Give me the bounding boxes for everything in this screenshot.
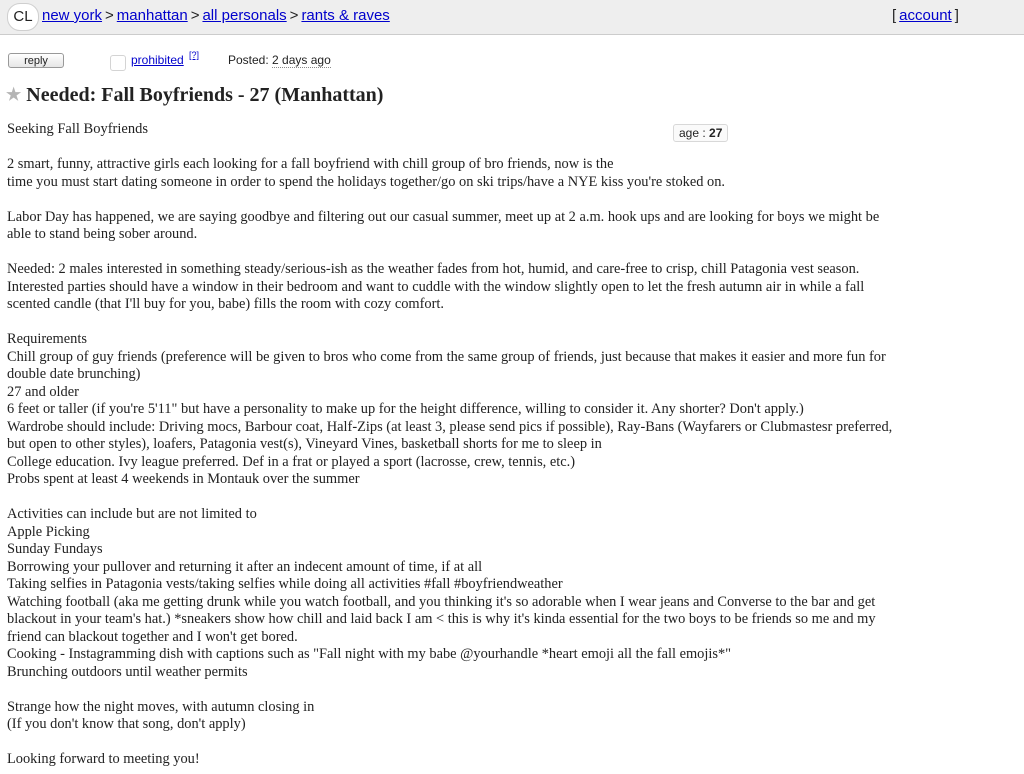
body-line: 27 and older xyxy=(7,383,79,400)
body-line: Apple Picking xyxy=(7,523,90,540)
body-line: (If you don't know that song, don't apply) xyxy=(7,716,246,732)
breadcrumb-all-personals[interactable]: all personals xyxy=(202,7,287,24)
body-line: Borrowing your pullover and returning it after an indecent amount of time, if at all xyxy=(7,558,483,575)
body-line: Probs spent at least 4 weekends in Montauk over the summer xyxy=(7,471,360,487)
posted-label: Posted: xyxy=(228,53,269,67)
body-line: Wardrobe should include: Driving mocs, Barbour coat, Half-Zips (at least 3, please send pics if possible), Ray-Bans (Wayfarers or Clubmastesr preferred, xyxy=(7,418,893,435)
body-line: Taking selfies in Patagonia vests/taking selfies while doing all activities #fall #boyfriendweather xyxy=(7,576,563,592)
body-line: Interested parties should have a window in their bedroom and want to cuddle with the window slightly open to let the fresh autumn air in while a fall xyxy=(7,278,865,295)
body-line: Requirements xyxy=(7,331,87,347)
age-value: 27 xyxy=(709,126,723,140)
bracket-open: [ xyxy=(892,7,897,24)
paragraph-break xyxy=(7,681,957,699)
body-line: friend can blackout together and I won't get bored. xyxy=(7,628,298,645)
bracket-close: ] xyxy=(954,7,959,24)
paragraph-break xyxy=(7,734,957,752)
breadcrumb-rants-raves[interactable]: rants & raves xyxy=(301,7,390,24)
paragraph-break xyxy=(7,314,957,332)
body-line: Labor Day has happened, we are saying goodbye and filtering out our casual summer, meet up at 2 a.m. hook ups and are looking for boys we might be xyxy=(7,208,880,225)
breadcrumb xyxy=(42,7,390,24)
post-subtitle: Seeking Fall Boyfriends xyxy=(7,121,148,137)
body-line: but open to other styles), loafers, Patagonia vest(s), Vineyard Vines, basketball shorts for me to sleep in xyxy=(7,436,602,452)
body-line: Needed: 2 males interested in something steady/serious-ish as the weather fades from hot, humid, and care-free to crisp, chill Patagonia vest season. xyxy=(7,261,860,277)
reply-button[interactable]: reply xyxy=(8,53,64,68)
body-line: scented candle (that I'll buy for you, babe) fills the room with cozy comfort. xyxy=(7,296,444,312)
body-line: double date brunching) xyxy=(7,366,141,382)
body-line: Chill group of guy friends (preference will be given to bros who come from the same group of friends, just because that makes it easier and more fun for xyxy=(7,348,886,365)
post-title: Needed: Fall Boyfriends - 27 (Manhattan) xyxy=(26,84,384,106)
breadcrumb-separator: > xyxy=(190,7,200,24)
posted-ago: 2 days ago xyxy=(272,53,331,67)
prohibited-flag-link[interactable]: prohibited xyxy=(131,53,184,67)
body-line: Sunday Fundays xyxy=(7,541,103,557)
body-line: blackout in your team's hat.) *sneakers show how chill and laid back I am < this is why it's kinda essential for the two boys to be friends so me and my xyxy=(7,611,876,627)
star-favorite-icon[interactable]: ★ xyxy=(6,85,22,104)
top-bar xyxy=(0,0,1024,35)
body-line: Brunching outdoors until weather permits xyxy=(7,663,248,680)
body-line: 2 smart, funny, attractive girls each looking for a fall boyfriend with chill group of bro friends, now is the xyxy=(7,156,614,172)
body-line: Looking forward to meeting you! xyxy=(7,751,200,767)
body-line: Cooking - Instagramming dish with captions such as "Fall night with my babe @yourhandle *heart emoji all the fall emojis*" xyxy=(7,646,732,662)
paragraph-break xyxy=(7,244,957,262)
post-body xyxy=(7,156,957,769)
body-line: Watching football (aka me getting drunk while you watch football, and you thinking it's so adorable when I wear jeans and Converse to the bar and get xyxy=(7,593,876,610)
posted-date xyxy=(228,53,331,67)
flag-checkbox[interactable] xyxy=(110,55,126,71)
breadcrumb-new-york[interactable]: new york xyxy=(42,7,103,24)
body-line: Activities can include but are not limited to xyxy=(7,506,257,522)
age-label: age : xyxy=(679,126,706,140)
body-line: time you must start dating someone in order to spend the holidays together/go on ski trips/have a NYE kiss you're stoked on. xyxy=(7,173,726,190)
account-link[interactable]: account xyxy=(899,7,952,24)
age-attribute xyxy=(673,124,728,142)
body-line: Strange how the night moves, with autumn closing in xyxy=(7,698,315,715)
paragraph-break xyxy=(7,191,957,209)
paragraph-break xyxy=(7,489,957,507)
body-line: College education. Ivy league preferred. Def in a frat or played a sport (lacrosse, crew, tennis, etc.) xyxy=(7,453,576,470)
craigslist-logo[interactable]: CL xyxy=(7,3,39,31)
post-actions xyxy=(0,50,1024,72)
body-line: able to stand being sober around. xyxy=(7,226,198,242)
body-line: 6 feet or taller (if you're 5'11" but have a personality to make up for the height difference, willing to consider it. Any shorter? Don't apply.) xyxy=(7,401,804,417)
breadcrumb-separator: > xyxy=(289,7,299,24)
account-nav xyxy=(889,7,962,24)
post-title-row xyxy=(6,84,383,107)
breadcrumb-separator: > xyxy=(105,7,114,24)
flag-help-link[interactable]: [?] xyxy=(189,50,200,60)
breadcrumb-manhattan[interactable]: manhattan xyxy=(116,7,188,24)
